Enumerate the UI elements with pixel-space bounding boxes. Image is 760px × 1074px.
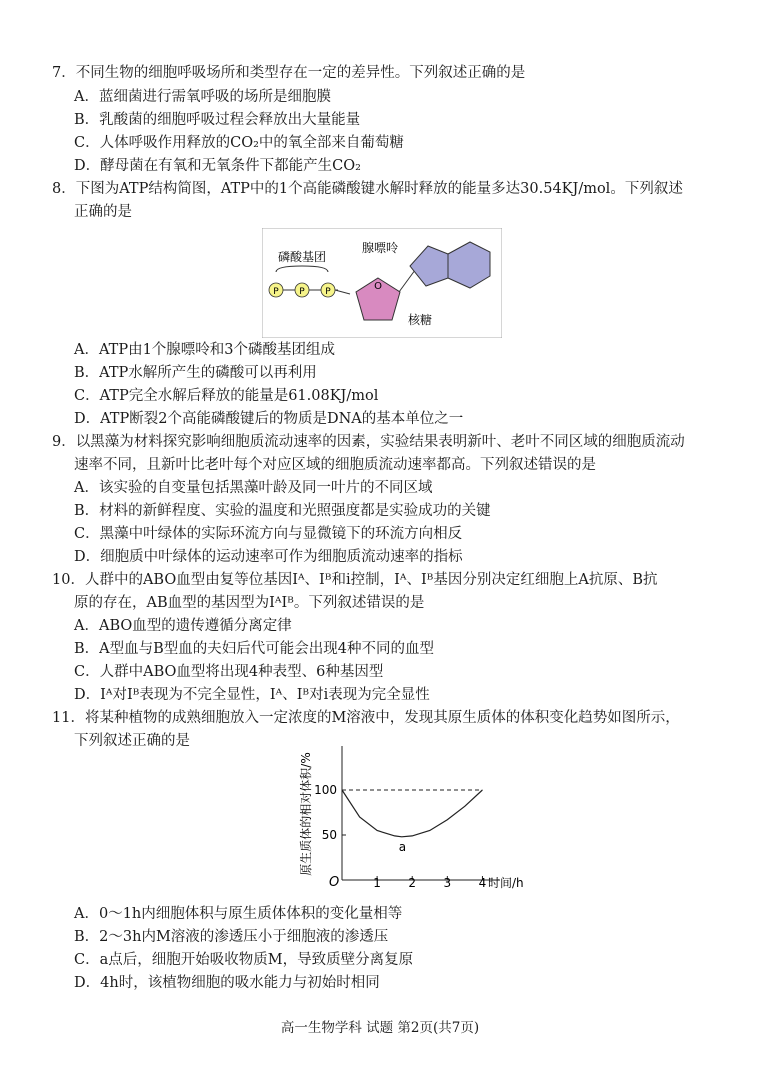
y-axis-label: 原生质体的相对体积/%	[299, 752, 313, 876]
q7-stem: 7．不同生物的细胞呼吸场所和类型存在一定的差异性。下列叙述正确的是	[52, 65, 526, 81]
q10-option-c: C．人群中ABO血型将出现4种表型、6种基因型	[74, 664, 384, 680]
q9-option-b: B．材料的新鲜程度、实验的温度和光照强度都是实验成功的关键	[74, 503, 491, 519]
q9-stem-line2: 速率不同，且新叶比老叶每个对应区域的细胞质流动速率都高。下列叙述错误的是	[74, 457, 596, 473]
phosphate-p3: P	[325, 287, 331, 297]
x-tick-label-2: 2	[408, 876, 417, 890]
q11-option-b: B．2～3h内M溶液的渗透压小于细胞液的渗透压	[74, 929, 389, 945]
q7-option-d: D．酵母菌在有氧和无氧条件下都能产生CO₂	[74, 158, 361, 174]
q7-option-a: A．蓝细菌进行需氧呼吸的场所是细胞膜	[74, 89, 331, 105]
q7-option-c: C．人体呼吸作用释放的CO₂中的氧全部来自葡萄糖	[74, 135, 404, 151]
q10-option-d: D．Iᴬ对Iᴮ表现为不完全显性，Iᴬ、Iᴮ对i表现为完全显性	[74, 687, 430, 703]
q11-option-d: D．4h时，该植物细胞的吸水能力与初始时相同	[74, 975, 380, 991]
origin-label: O	[329, 875, 340, 890]
protoplast-volume-chart	[296, 742, 526, 898]
y-tick-label-50: 50	[321, 828, 337, 842]
q9-stem-line1: 9．以黑藻为材料探究影响细胞质流动速率的因素，实验结果表明新叶、老叶不同区域的细胞质流动	[52, 434, 685, 450]
phosphate-p1: P	[273, 287, 279, 297]
q10-option-b: B．A型血与B型血的夫妇后代可能会出现4种不同的血型	[74, 641, 435, 657]
volume-curve	[342, 790, 482, 837]
x-axis-label: 时间/h	[488, 876, 524, 890]
y-tick-label-100: 100	[314, 783, 337, 797]
x-tick-label-4: 4	[478, 876, 487, 890]
q8-option-c: C．ATP完全水解后释放的能量是61.08KJ/mol	[74, 388, 379, 404]
adenine-pentagon	[410, 246, 448, 286]
q11-option-a: A．0～1h内细胞体积与原生质体体积的变化量相等	[74, 906, 403, 922]
phosphate-p2: P	[299, 287, 305, 297]
q8-option-d: D．ATP断裂2个高能磷酸键后的物质是DNA的基本单位之一	[74, 411, 464, 427]
adenine-label: 腺嘌呤	[361, 241, 399, 255]
q11-stem-line2: 下列叙述正确的是	[74, 733, 190, 749]
q10-option-a: A．ABO血型的遗传遵循分离定律	[74, 618, 292, 634]
x-tick-label-3: 3	[443, 876, 452, 890]
q10-stem-line1: 10．人群中的ABO血型由复等位基因Iᴬ、Iᴮ和i控制，Iᴬ、Iᴮ基因分别决定红细胞上A抗原、B抗	[52, 572, 658, 588]
phosphate-brace	[276, 266, 328, 272]
q9-option-d: D．细胞质中叶绿体的运动速率可作为细胞质流动速率的指标	[74, 549, 463, 565]
q11-stem-line1: 11．将某种植物的成熟细胞放入一定浓度的M溶液中，发现其原生质体的体积变化趋势如图所示，	[52, 710, 680, 726]
point-a-label: a	[398, 839, 407, 854]
q8-option-b: B．ATP水解所产生的磷酸可以再利用	[74, 365, 317, 381]
q11-option-c: C．a点后，细胞开始吸收物质M，导致质壁分离复原	[74, 952, 414, 968]
ribose-label: 核糖	[407, 313, 433, 327]
q9-option-c: C．黑藻中叶绿体的实际环流方向与显微镜下的环流方向相反	[74, 526, 463, 542]
q8-stem-line2: 正确的是	[74, 204, 132, 220]
q7-option-b: B．乳酸菌的细胞呼吸过程会释放出大量能量	[74, 112, 361, 128]
page-footer: 高一生物学科 试题 第2页(共7页)	[280, 1020, 480, 1036]
atp-structure-diagram	[262, 228, 502, 338]
q10-stem-line2: 原的存在，AB血型的基因型为IᴬIᴮ。下列叙述错误的是	[74, 595, 425, 611]
q8-option-a: A．ATP由1个腺嘌呤和3个磷酸基团组成	[74, 342, 336, 358]
adenine-hexagon	[448, 242, 490, 288]
phosphate-group-label: 磷酸基团	[277, 250, 327, 264]
x-tick-label-1: 1	[373, 876, 381, 890]
q8-stem-line1: 8．下图为ATP结构简图，ATP中的1个高能磷酸键水解时释放的能量多达30.54KJ/mol。下列叙述	[52, 181, 683, 197]
q9-option-a: A．该实验的自变量包括黑藻叶龄及同一叶片的不同区域	[74, 480, 433, 496]
ribose-o-label: O	[374, 281, 382, 292]
